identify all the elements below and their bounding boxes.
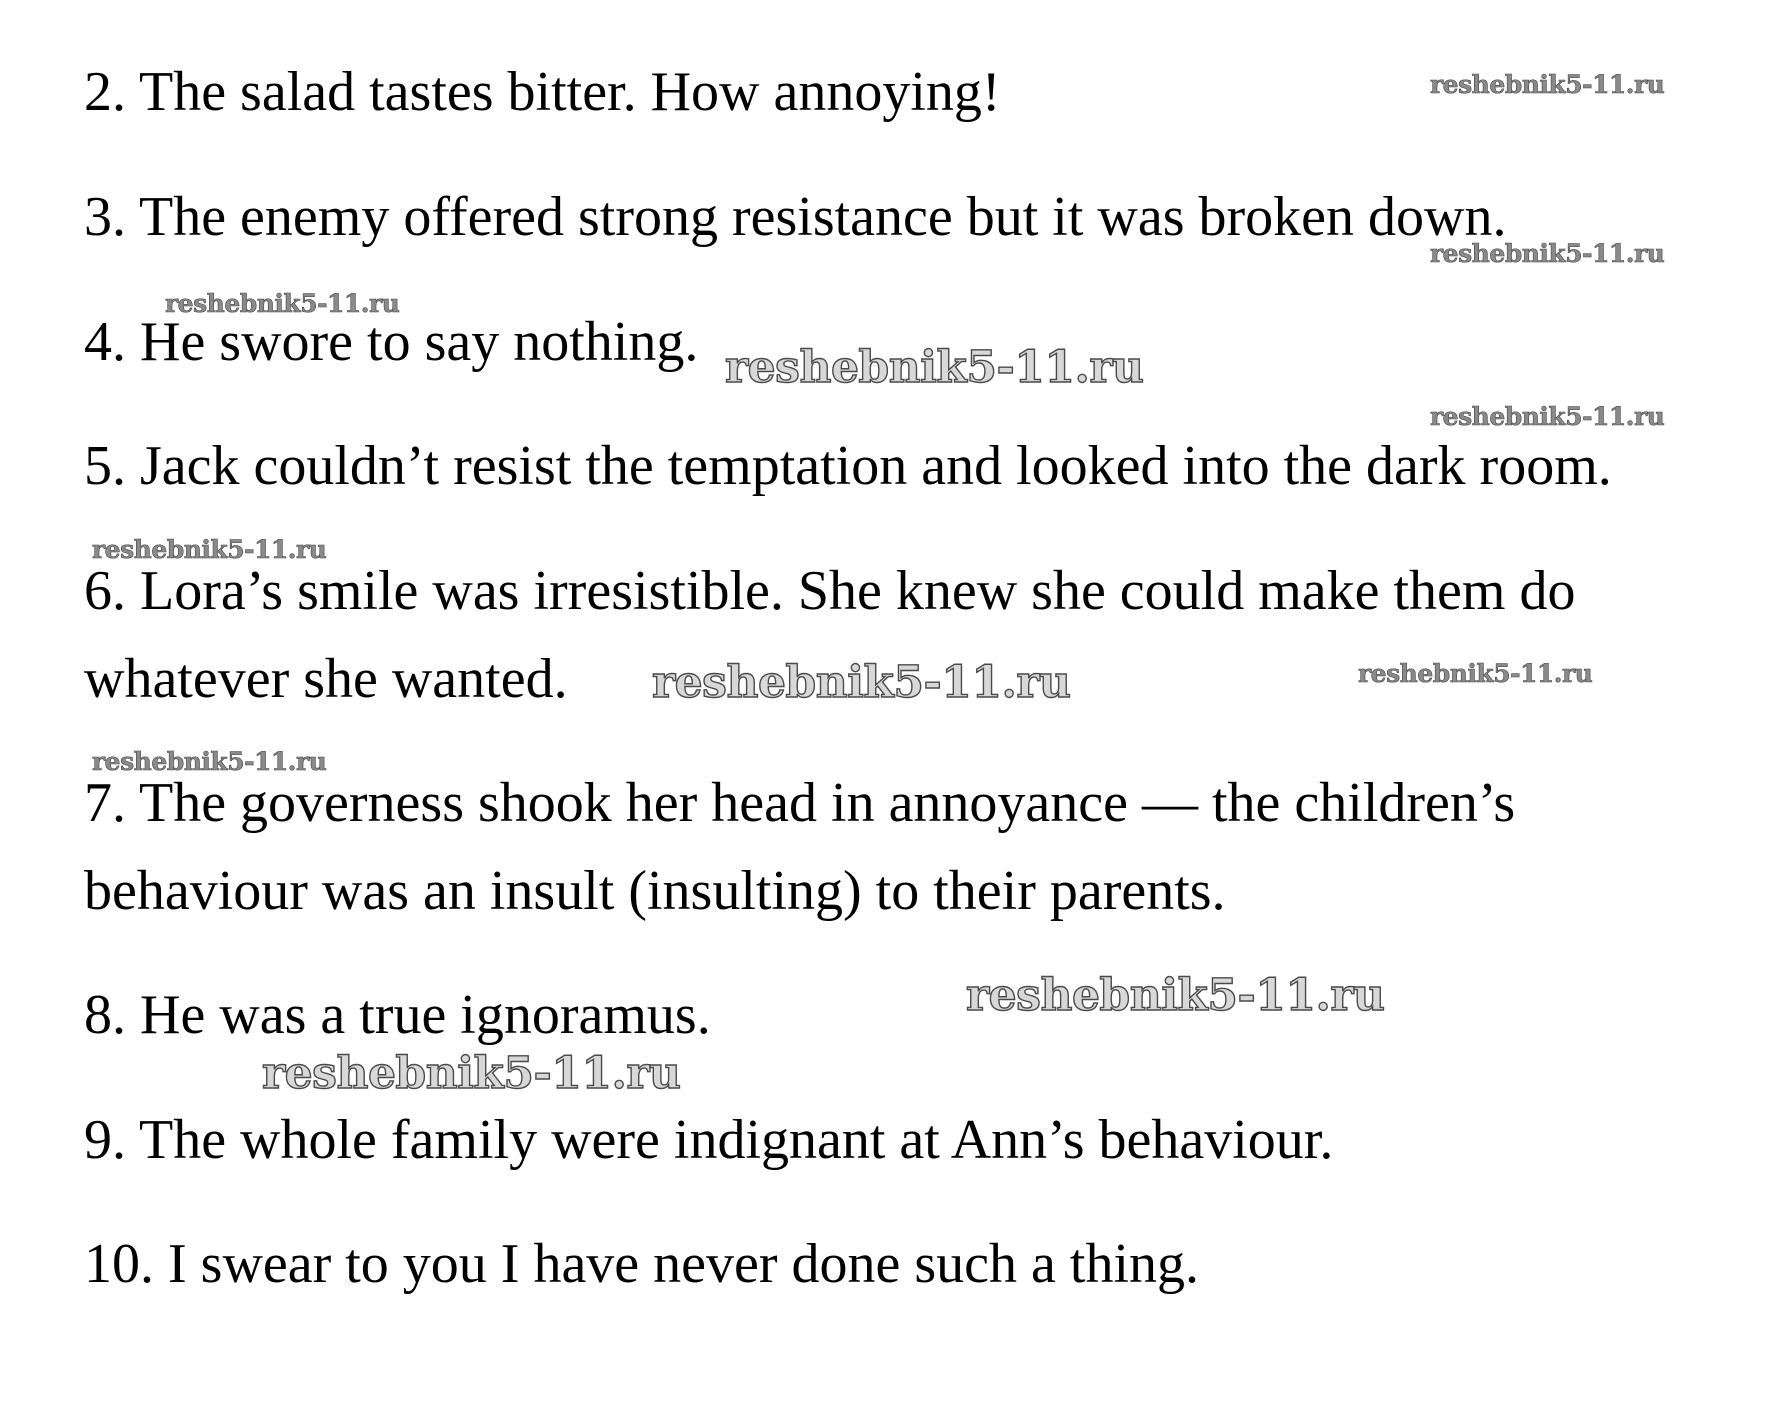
watermark: reshebnik5-11.ru (92, 535, 327, 564)
sentence-5: 5. Jack couldn’t resist the temptation and looked into the dark room. (84, 435, 1612, 497)
sentence-2: 2. The salad tastes bitter. How annoying! (84, 61, 1001, 123)
sentence-10: 10. I swear to you I have never done such a thing. (84, 1233, 1199, 1295)
sentence-4: 4. He swore to say nothing. (84, 311, 699, 373)
watermark: reshebnik5-11.ru (1430, 402, 1665, 431)
watermark: reshebnik5-11.ru (725, 342, 1144, 393)
watermark: reshebnik5-11.ru (652, 657, 1071, 708)
sentence-8: 8. He was a true ignoramus. (84, 984, 711, 1046)
sentence-7-line-1: 7. The governess shook her head in annoyance — the children’s (84, 772, 1516, 834)
watermark: reshebnik5-11.ru (1358, 659, 1593, 688)
watermark: reshebnik5-11.ru (1430, 239, 1665, 268)
watermark: reshebnik5-11.ru (262, 1048, 681, 1099)
sentence-3: 3. The enemy offered strong resistance but it was broken down. (84, 186, 1507, 248)
sentence-6-line-1: 6. Lora’s smile was irresistible. She knew she could make them do (84, 560, 1576, 622)
watermark: reshebnik5-11.ru (1430, 70, 1665, 99)
watermark: reshebnik5-11.ru (92, 747, 327, 776)
sentence-6-line-2: whatever she wanted. (84, 648, 568, 710)
sentence-7-line-2: behaviour was an insult (insulting) to their parents. (84, 860, 1226, 922)
watermark: reshebnik5-11.ru (165, 289, 400, 318)
watermark: reshebnik5-11.ru (966, 970, 1385, 1021)
sentence-9: 9. The whole family were indignant at Ann’s behaviour. (84, 1109, 1334, 1171)
